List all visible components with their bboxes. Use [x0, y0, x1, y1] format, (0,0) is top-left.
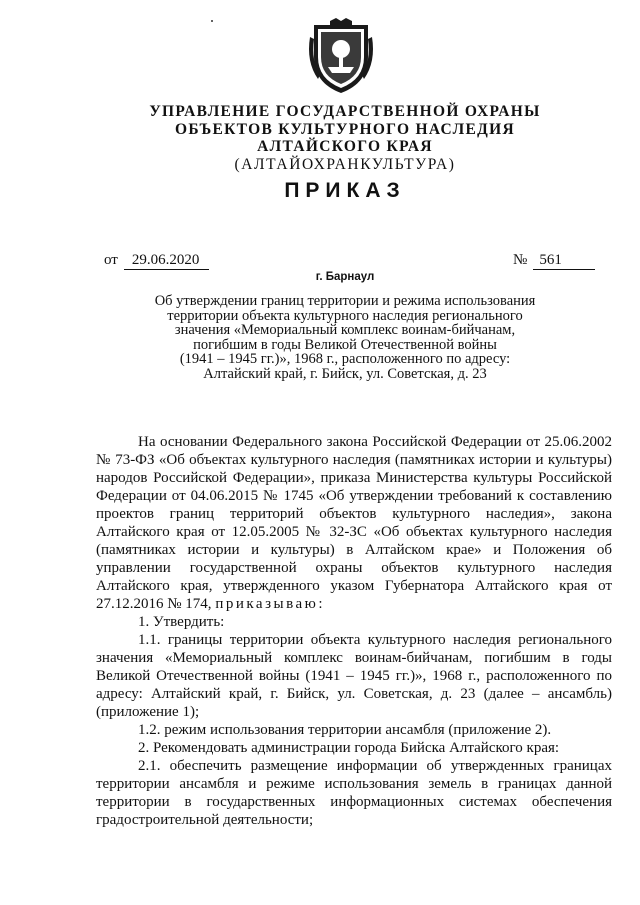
date-prefix: от: [104, 252, 118, 268]
item-1-2: 1.2. режим использования территории ансамбля (приложение 2).: [138, 722, 552, 738]
subject-line: Об утверждении границ территории и режима использования: [154, 293, 536, 309]
subject-line: (1941 – 1945 гг.)», 1968 г., расположенного по адресу:: [179, 351, 511, 367]
org-line-4: (АЛТАЙОХРАНКУЛЬТУРА): [234, 155, 456, 173]
subject-line: значения «Мемориальный комплекс воинам-бийчанам,: [174, 322, 516, 338]
number-prefix: №: [513, 252, 528, 268]
document-number: [513, 252, 595, 270]
subject-line: Алтайский край, г. Бийск, ул. Советская, д. 23: [203, 365, 487, 382]
organization-name: [0, 103, 640, 173]
city: г. Барнаул: [315, 271, 375, 283]
org-line-1: УПРАВЛЕНИЕ ГОСУДАРСТВЕННОЙ ОХРАНЫ: [149, 103, 541, 120]
document-subject: [110, 294, 580, 381]
scan-speck: [211, 20, 213, 22]
number-value: 561: [533, 252, 595, 270]
preamble-paragraph: [96, 433, 612, 613]
item-2-1: 2.1. обеспечить размещение информации об утвержденных границах территории ансамбля и режиме использования земель в границах данной территории в государственных информационных системах обеспечения градостроительной деятельности;: [96, 758, 612, 828]
item-1: 1. Утвердить:: [138, 614, 225, 630]
altai-coat-of-arms-icon: [306, 17, 376, 97]
preamble-text: На основании Федерального закона Российской Федерации от 25.06.2002 № 73-ФЗ «Об объектах культурного наследия (памятниках истории и культуры) народов Российской Федерации», приказа Министерства культуры Российской Федерации от 04.06.2015 № 1745 «Об утверждении требований к составлению проектов границ территорий объектов культурного наследия», закона Алтайского края от 12.05.2005 № 32-ЗС «Об объектах культурного наследия (памятниках истории и культуры) в Алтайском крае» и Положения об управлении государственной охраны объектов культурного наследия Алтайского края, утвержденного указом Губернатора Алтайского края от 27.12.2016 № 174,: [96, 434, 612, 612]
subject-line: территории объекта культурного наследия регионального: [167, 307, 523, 324]
org-line-2: ОБЪЕКТОВ КУЛЬТУРНОГО НАСЛЕДИЯ: [175, 120, 515, 138]
item-1-1: 1.1. границы территории объекта культурного наследия регионального значения «Мемориальный комплекс воинам-бийчанам, погибшим в годы Великой Отечественной войны (1941 – 1945 гг.)», 1968 г., расположенного по адресу: Алтайский край, г. Бийск, ул. Советская, д. 23 (далее – ансамбль) (приложение 1);: [96, 632, 612, 720]
order-word: приказываю:: [215, 596, 326, 612]
date-value: 29.06.2020: [124, 252, 210, 270]
item-2: 2. Рекомендовать администрации города Бийска Алтайского края:: [138, 740, 560, 756]
document-date: [104, 252, 209, 270]
subject-line: погибшим в годы Великой Отечественной войны: [193, 336, 497, 353]
document-body: [96, 433, 612, 829]
org-line-3: АЛТАЙСКОГО КРАЯ: [257, 138, 433, 155]
document-title: ПРИКАЗ: [284, 179, 406, 202]
